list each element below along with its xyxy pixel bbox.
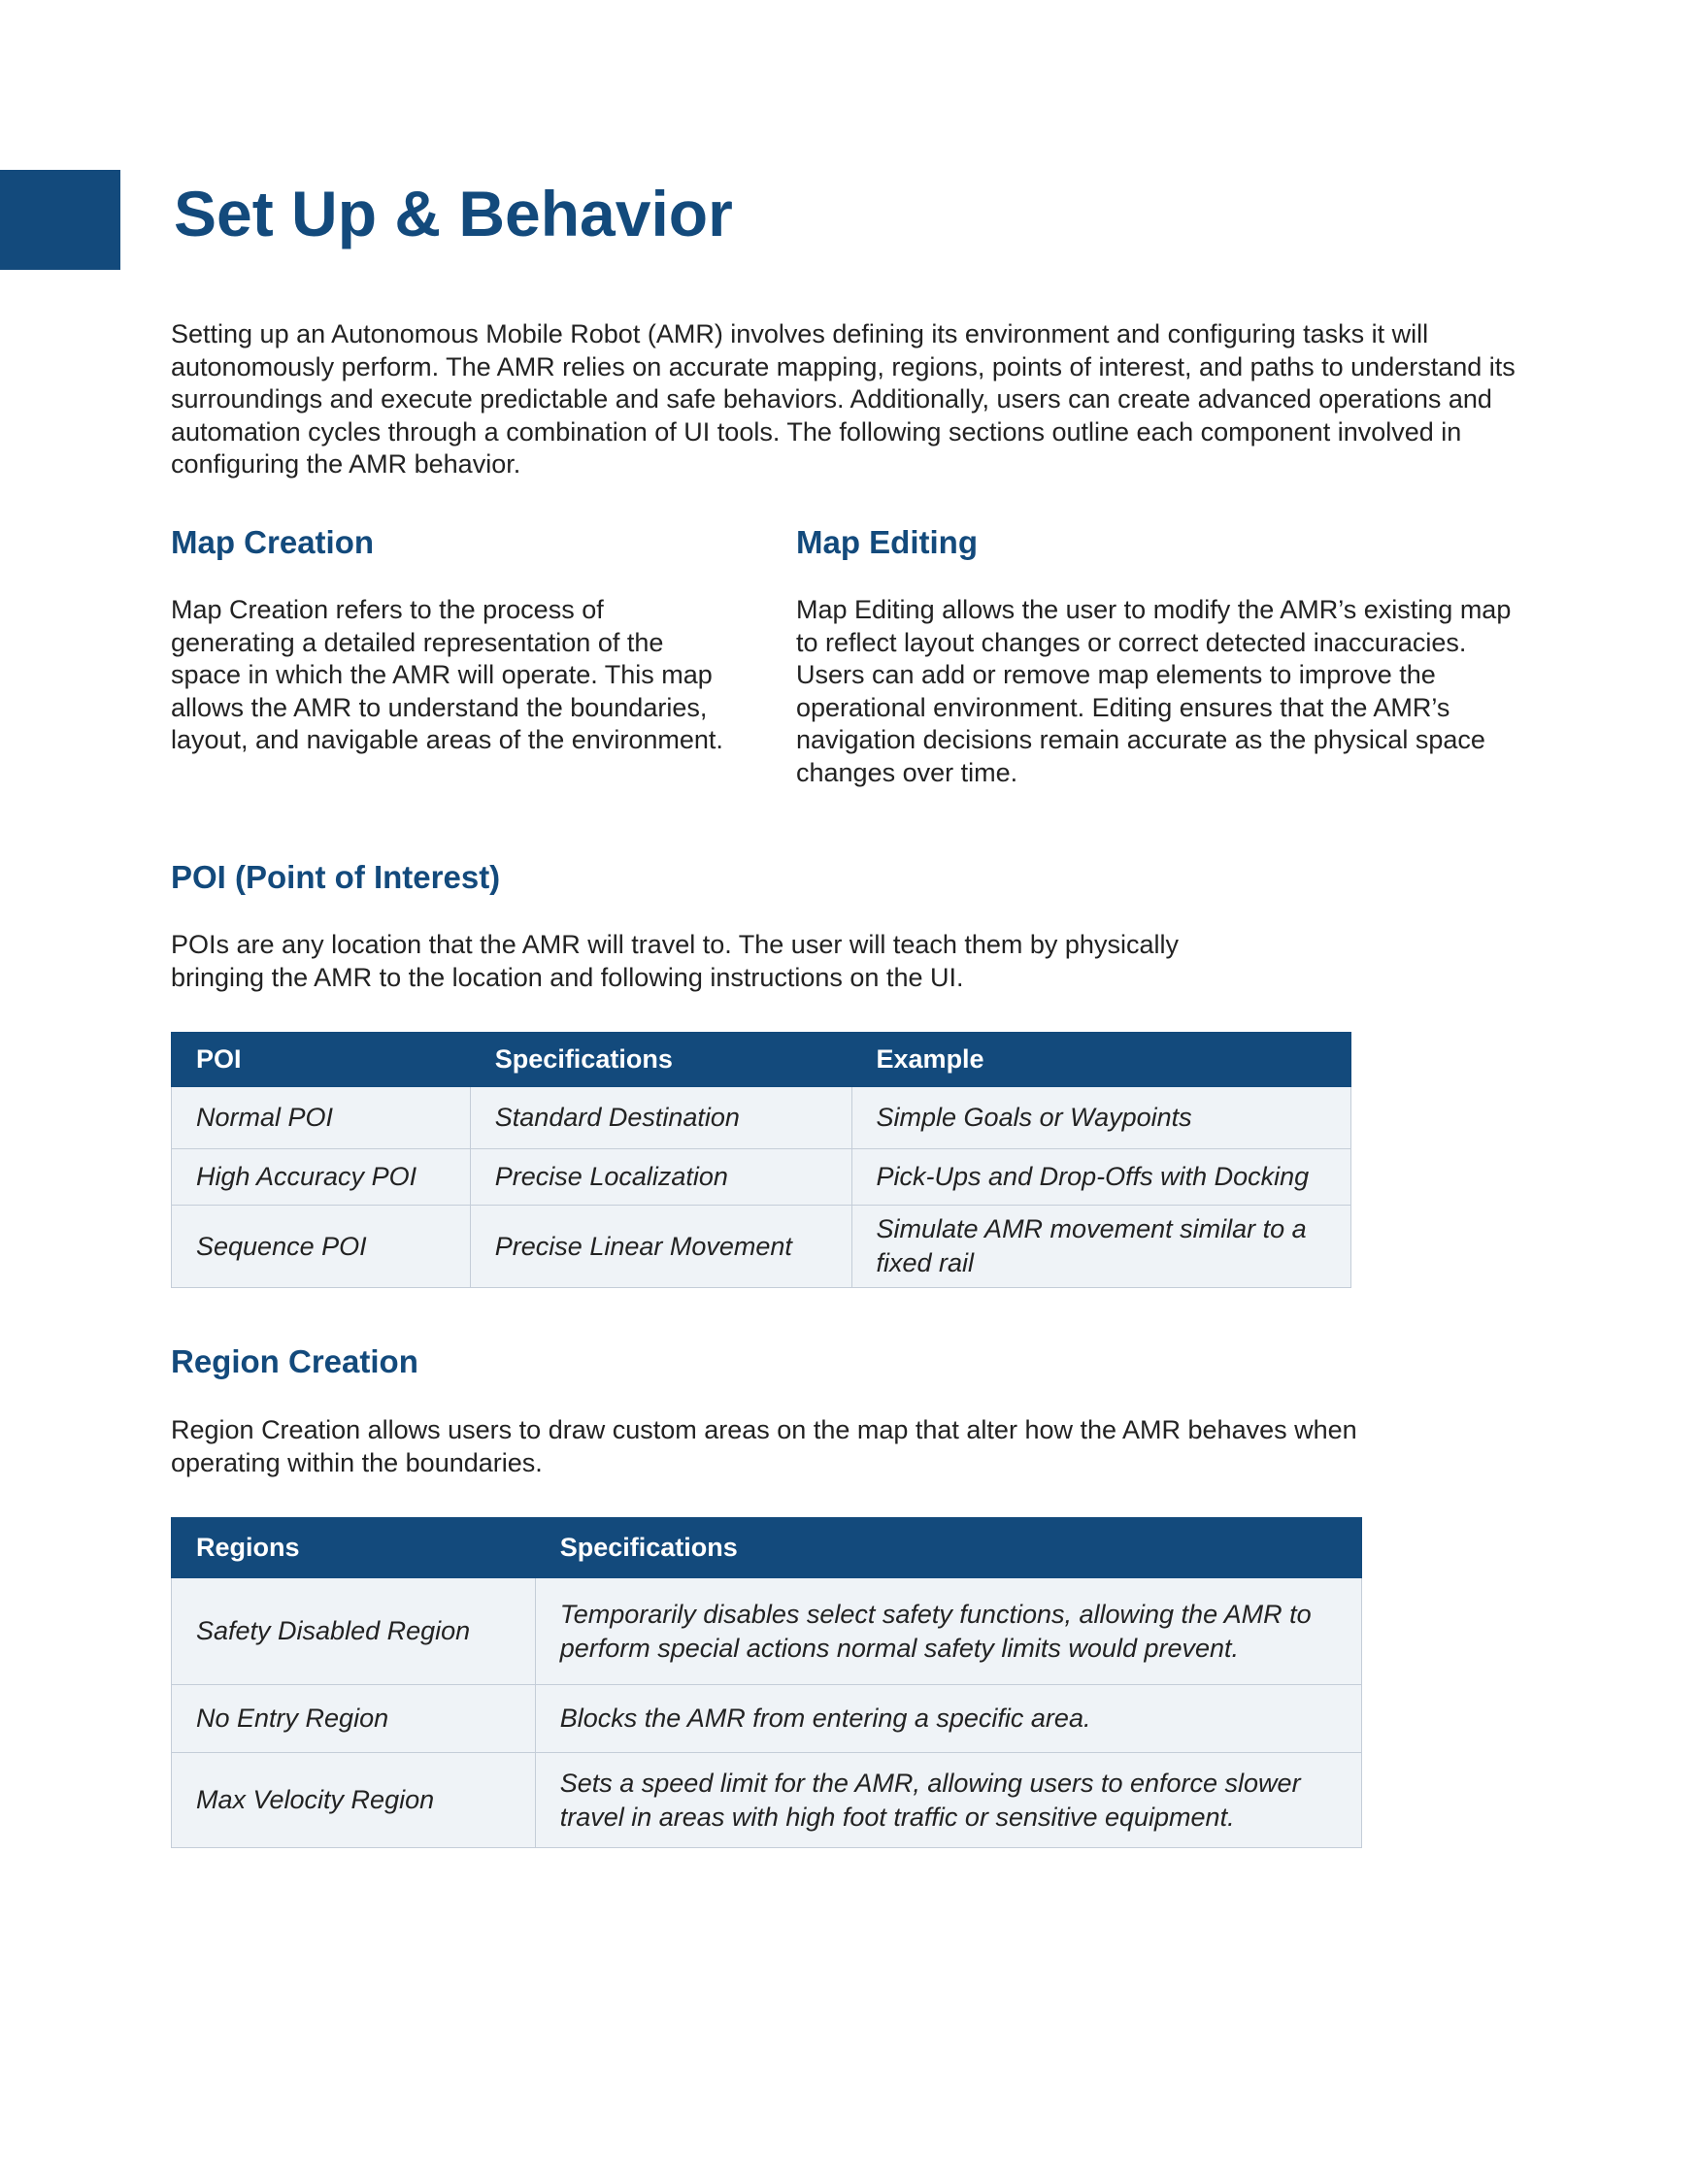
poi-heading: POI (Point of Interest)	[171, 859, 501, 895]
table-cell: Pick-Ups and Drop-Offs with Docking	[851, 1149, 1350, 1206]
region-creation-body: Region Creation allows users to draw custom areas on the map that alter how the AMR behaves when operating within the boundaries.	[171, 1415, 1357, 1477]
table-cell: Simple Goals or Waypoints	[851, 1087, 1350, 1149]
regions-table-header-row	[172, 1518, 1362, 1578]
table-cell: Safety Disabled Region	[172, 1578, 536, 1685]
regions-table-header-regions: Regions	[172, 1518, 536, 1578]
regions-table-header-specifications: Specifications	[535, 1518, 1361, 1578]
table-row	[172, 1206, 1351, 1288]
title-accent-block	[0, 170, 120, 270]
poi-table-header-example: Example	[851, 1033, 1350, 1087]
table-cell: Temporarily disables select safety functions, allowing the AMR to perform special actions normal safety limits would prevent.	[535, 1578, 1361, 1685]
region-creation-heading: Region Creation	[171, 1343, 418, 1379]
table-cell: No Entry Region	[172, 1685, 536, 1753]
table-cell: High Accuracy POI	[172, 1149, 471, 1206]
poi-table-header-row	[172, 1033, 1351, 1087]
intro-paragraph: Setting up an Autonomous Mobile Robot (AMR) involves defining its environment and configuring tasks it will autonomously perform. The AMR relies on accurate mapping, regions, points of interest, and paths to understand its surroundings and execute predictable and safe behaviors. Additionally, users can create advanced operations and automation cycles through a combination of UI tools. The following sections outline each component involved in configuring the AMR behavior.	[171, 319, 1516, 479]
table-row	[172, 1685, 1362, 1753]
table-cell: Simulate AMR movement similar to a fixed rail	[851, 1206, 1350, 1288]
table-cell: Max Velocity Region	[172, 1753, 536, 1848]
table-cell: Precise Localization	[470, 1149, 851, 1206]
table-cell: Normal POI	[172, 1087, 471, 1149]
table-cell: Standard Destination	[470, 1087, 851, 1149]
poi-body: POIs are any location that the AMR will travel to. The user will teach them by physically bringing the AMR to the location and following instructions on the UI.	[171, 930, 1179, 992]
map-editing-heading: Map Editing	[796, 524, 978, 560]
poi-table	[171, 1032, 1351, 1288]
map-creation-body: Map Creation refers to the process of generating a detailed representation of the space in which the AMR will operate. This map allows the AMR to understand the boundaries, layout, and navigable areas of the environment.	[171, 595, 723, 754]
table-cell: Precise Linear Movement	[470, 1206, 851, 1288]
table-cell: Blocks the AMR from entering a specific area.	[535, 1685, 1361, 1753]
poi-table-header-specifications: Specifications	[470, 1033, 851, 1087]
regions-table	[171, 1517, 1362, 1848]
page-title: Set Up & Behavior	[174, 178, 733, 249]
table-row	[172, 1087, 1351, 1149]
table-cell: Sequence POI	[172, 1206, 471, 1288]
map-creation-heading: Map Creation	[171, 524, 375, 560]
table-row	[172, 1578, 1362, 1685]
table-row	[172, 1149, 1351, 1206]
map-editing-body: Map Editing allows the user to modify the AMR’s existing map to reflect layout changes or correct detected inaccuracies. Users can add or remove map elements to improve the operational environment. Editing ensures that the AMR’s navigation decisions remain accurate as the physical space changes over time.	[796, 595, 1512, 787]
table-row	[172, 1753, 1362, 1848]
poi-table-header-poi: POI	[172, 1033, 471, 1087]
table-cell: Sets a speed limit for the AMR, allowing users to enforce slower travel in areas with high foot traffic or sensitive equipment.	[535, 1753, 1361, 1848]
